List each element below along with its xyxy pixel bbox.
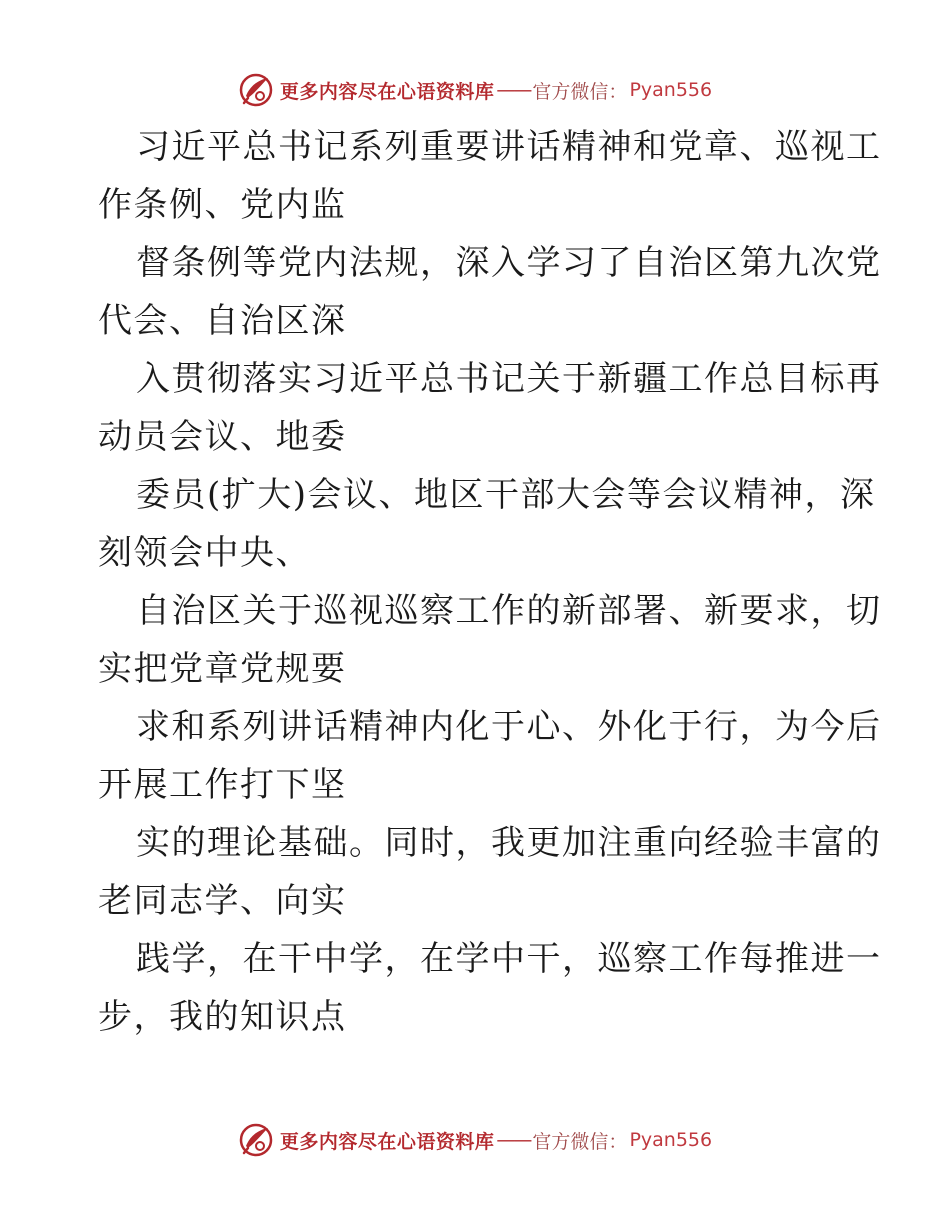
paragraph-line: 实的理论基础。同时，我更加注重向经验丰富的: [136, 823, 882, 863]
paragraph-line: 刻领会中央、: [98, 533, 311, 573]
paragraph-line: 求和系列讲话精神内化于心、外化于行，为今后: [136, 707, 882, 747]
document-body: [98, 118, 882, 1046]
paragraph-line: 自治区关于巡视巡察工作的新部署、新要求，切: [136, 591, 882, 631]
header-watermark-banner: [0, 70, 950, 110]
footer-watermark-banner: [0, 1120, 950, 1160]
paragraph-line: 老同志学、向实: [98, 881, 347, 921]
paragraph-line: 开展工作打下坚: [98, 765, 347, 805]
watermark-wechat-id: Pyan556: [629, 1129, 713, 1151]
watermark-wechat-id: Pyan556: [629, 79, 713, 101]
paragraph-line: 实把党章党规要: [98, 649, 347, 689]
paragraph-line: 代会、自治区深: [98, 301, 347, 341]
paragraph-line: 践学，在干中学，在学中干，巡察工作每推进一: [136, 939, 882, 979]
watermark-dash: ——: [496, 1129, 531, 1151]
watermark-official-label: 官方微信：: [532, 1130, 628, 1153]
quill-pen-logo-icon: [238, 1122, 274, 1158]
paragraph-line: 动员会议、地委: [98, 417, 347, 457]
paragraph-line: 入贯彻落实习近平总书记关于新疆工作总目标再: [136, 359, 882, 399]
paragraph-line: 作条例、党内监: [98, 185, 347, 225]
watermark-brand-text: 更多内容尽在心语资料库: [279, 80, 495, 103]
paragraph-line: 习近平总书记系列重要讲话精神和党章、巡视工: [136, 127, 882, 167]
paragraph-line: 委员(扩大)会议、地区干部大会等会议精神，深: [136, 475, 876, 515]
paragraph-line: 步，我的知识点: [98, 997, 347, 1037]
paragraph-line: 督条例等党内法规，深入学习了自治区第九次党: [136, 243, 882, 283]
quill-pen-logo-icon: [238, 72, 274, 108]
watermark-brand-text: 更多内容尽在心语资料库: [279, 1130, 495, 1153]
watermark-dash: ——: [496, 79, 531, 101]
watermark-official-label: 官方微信：: [532, 80, 628, 103]
